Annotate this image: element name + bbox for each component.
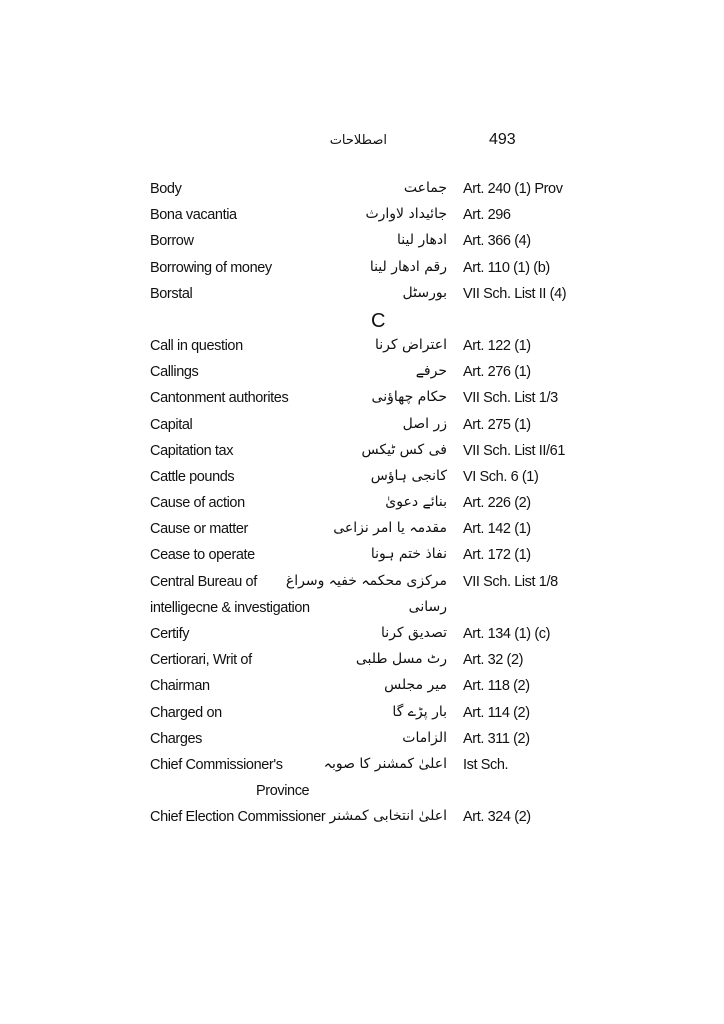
page-number: 493	[489, 131, 516, 148]
glossary-row	[0, 805, 724, 831]
english-term: Borrowing of money	[150, 259, 272, 276]
urdu-term: میر مجلس	[384, 677, 447, 694]
english-term: Province	[256, 783, 310, 800]
urdu-term: ادھار لینا	[397, 232, 447, 249]
article-reference: Art. 110 (1) (b)	[463, 259, 550, 276]
english-term: Borrow	[150, 233, 194, 250]
article-reference: VII Sch. List 1/8	[463, 573, 558, 590]
glossary-row	[0, 203, 724, 229]
urdu-term: اعلیٰ انتخابی کمشنر	[329, 808, 447, 825]
urdu-term: رقم ادھار لینا	[369, 258, 447, 275]
article-reference: Art. 324 (2)	[463, 809, 531, 826]
glossary-row	[0, 282, 724, 308]
urdu-term: زر اصل	[402, 415, 447, 432]
article-reference: VII Sch. List 1/3	[463, 390, 558, 407]
english-term: Certiorari, Writ of	[150, 652, 252, 669]
glossary-row	[0, 413, 724, 439]
article-reference: Ist Sch.	[463, 756, 509, 773]
glossary-row	[0, 177, 724, 203]
english-term: Capitation tax	[150, 442, 234, 459]
glossary-row	[0, 465, 724, 491]
article-reference: Art. 296	[463, 207, 511, 224]
urdu-term: اعتراض کرنا	[374, 336, 447, 353]
glossary-row	[0, 491, 724, 517]
article-reference: VII Sch. List II (4)	[463, 285, 567, 302]
glossary-row	[0, 439, 724, 465]
urdu-term: بنائے دعویٰ	[385, 494, 447, 511]
glossary-row	[0, 334, 724, 360]
urdu-term: مقدمہ یا امر نزاعی	[333, 520, 447, 537]
english-term: Certify	[150, 626, 190, 642]
glossary-row	[0, 543, 724, 569]
urdu-term: الزامات	[402, 729, 447, 746]
article-reference: Art. 276 (1)	[463, 364, 531, 381]
urdu-term: اعلیٰ کمشنر کا صوبہ	[323, 755, 447, 772]
article-reference: Art. 118 (2)	[463, 678, 530, 695]
section-letter: C	[371, 309, 386, 332]
english-term: Cattle pounds	[150, 468, 235, 485]
english-term: Charged on	[150, 704, 222, 721]
glossary-row	[0, 674, 724, 700]
article-reference: Art. 366 (4)	[463, 233, 531, 250]
english-term: Callings	[150, 364, 199, 381]
article-reference: VII Sch. List II/61	[463, 442, 566, 459]
article-reference: Art. 32 (2)	[463, 652, 524, 669]
urdu-term: نفاذ ختم ہونا	[370, 546, 447, 563]
article-reference: VI Sch. 6 (1)	[463, 468, 539, 485]
glossary-row	[0, 229, 724, 255]
glossary-entries	[0, 177, 724, 832]
urdu-term: مرکزی محکمہ خفیہ وسراغ	[285, 572, 447, 589]
article-reference: Art. 240 (1) Prov	[463, 181, 563, 197]
urdu-term: فی کس ٹیکس	[361, 441, 447, 458]
english-term: Cease to operate	[150, 547, 255, 564]
article-reference: Art. 226 (2)	[463, 495, 531, 512]
glossary-row	[0, 753, 724, 779]
page-header	[0, 131, 724, 155]
glossary-row	[0, 622, 724, 648]
section-heading-c	[0, 308, 724, 334]
english-term: intelligecne & investigation	[150, 599, 310, 616]
glossary-row	[0, 570, 724, 596]
english-term: Bona vacantia	[150, 207, 237, 224]
glossary-row	[0, 648, 724, 674]
article-reference: Art. 142 (1)	[463, 521, 531, 538]
glossary-row	[0, 386, 724, 412]
english-term: Chief Commissioner's	[150, 756, 283, 773]
header-title: اصطلاحات	[329, 133, 387, 148]
english-term: Cause or matter	[150, 521, 248, 538]
english-term: Central Bureau of	[150, 573, 257, 590]
english-term: Charges	[150, 730, 203, 747]
section-b	[0, 177, 724, 308]
urdu-term: کانجی ہاؤس	[370, 467, 447, 484]
urdu-term: بار پڑے گا	[392, 703, 447, 720]
urdu-term: حرفے	[415, 363, 447, 380]
glossary-row	[0, 517, 724, 543]
english-term: Body	[150, 181, 182, 197]
article-reference: Art. 311 (2)	[463, 730, 530, 747]
glossary-row	[0, 256, 724, 282]
article-reference: Art. 114 (2)	[463, 704, 530, 721]
urdu-term: جماعت	[403, 180, 447, 196]
glossary-row	[0, 701, 724, 727]
english-term: Cause of action	[150, 495, 245, 512]
urdu-term: رسانی	[408, 598, 447, 615]
glossary-row	[0, 727, 724, 753]
section-c	[0, 334, 724, 832]
english-term: Chairman	[150, 678, 210, 695]
english-term: Call in question	[150, 337, 243, 354]
article-reference: Art. 172 (1)	[463, 547, 531, 564]
article-reference: Art. 134 (1) (c)	[463, 626, 551, 642]
english-term: Borstal	[150, 285, 193, 302]
glossary-row	[0, 779, 724, 805]
urdu-term: حکام چھاؤنی	[371, 389, 447, 406]
urdu-term: رٹ مسل طلبی	[355, 651, 447, 668]
article-reference: Art. 122 (1)	[463, 337, 531, 354]
english-term: Capital	[150, 416, 193, 433]
article-reference: Art. 275 (1)	[463, 416, 531, 433]
english-term: Cantonment authorites	[150, 390, 289, 407]
urdu-term: بورسٹل	[402, 284, 447, 301]
urdu-term: جائیداد لاوارث	[365, 206, 447, 223]
glossary-row	[0, 360, 724, 386]
glossary-row	[0, 596, 724, 622]
english-term: Chief Election Commissioner	[150, 809, 326, 826]
urdu-term: تصدیق کرنا	[381, 625, 447, 641]
